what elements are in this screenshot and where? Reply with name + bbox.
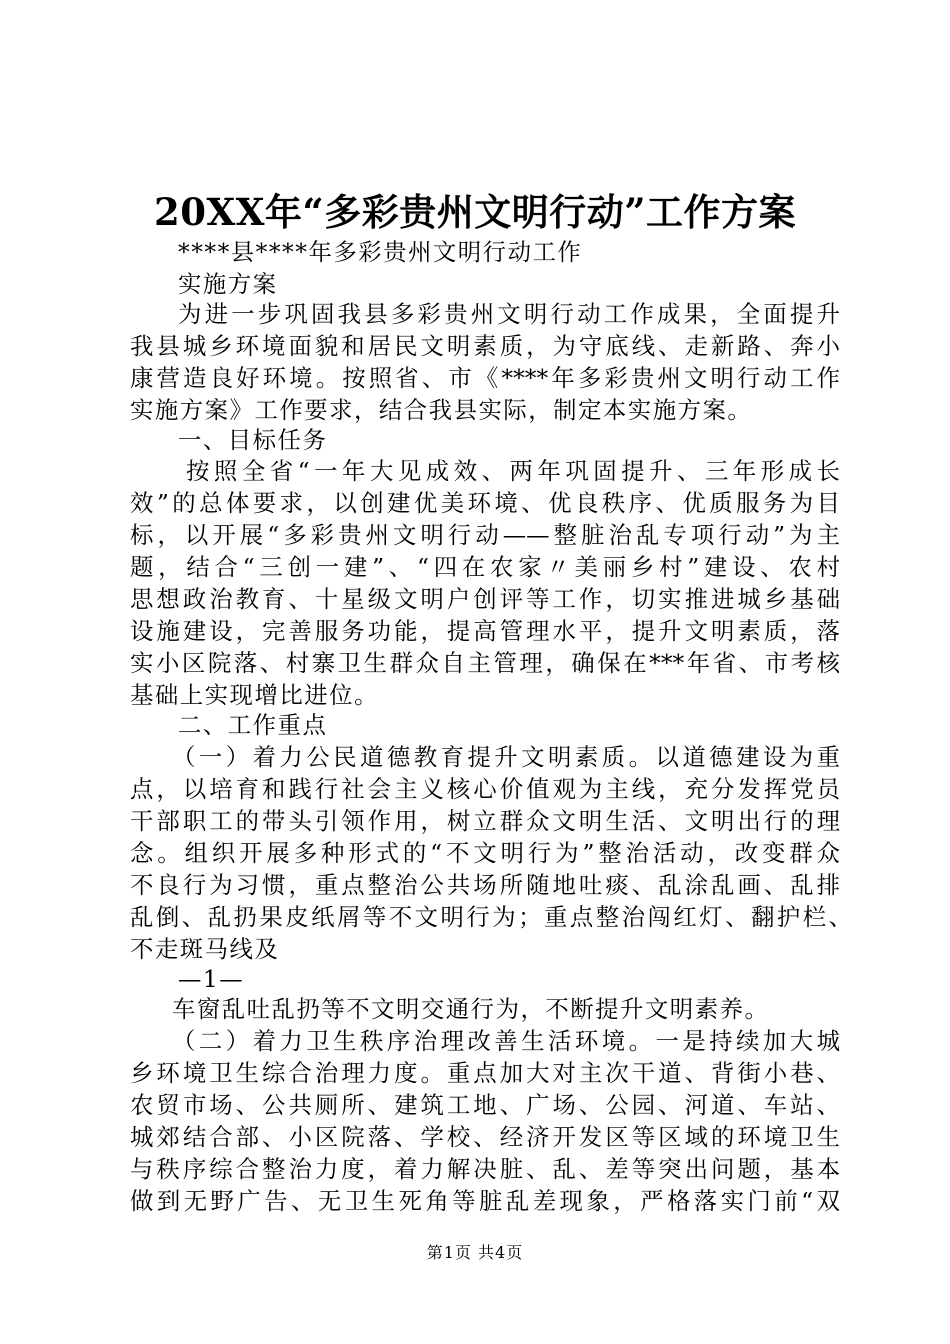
body-line: 为进一步巩固我县多彩贵州文明行动工作成果，全面提升 bbox=[178, 300, 840, 328]
subtitle-line: ****县****年多彩贵州文明行动工作 bbox=[178, 238, 583, 266]
body-line: 干部职工的带头引领作用，树立群众文明生活、文明出行的理 bbox=[130, 807, 840, 835]
body-line: 做到无野广告、无卫生死角等脏乱差现象，严格落实门前“双 bbox=[130, 1187, 840, 1215]
body-line: 实施方案》工作要求，结合我县实际，制定本实施方案。 bbox=[130, 396, 753, 424]
body-line: 乡环境卫生综合治理力度。重点加大对主次干道、背街小巷、 bbox=[130, 1059, 840, 1087]
body-line: 按照全省“一年大见成效、两年巩固提升、三年形成长 bbox=[186, 457, 840, 485]
section-heading: 二、工作重点 bbox=[178, 711, 328, 739]
body-line: 实小区院落、村寨卫生群众自主管理，确保在***年省、市考核 bbox=[130, 649, 840, 677]
body-line: 与秩序综合整治力度，着力解决脏、乱、差等突出问题，基本 bbox=[130, 1155, 840, 1183]
body-line: 效”的总体要求，以创建优美环境、优良秩序、优质服务为目 bbox=[130, 489, 840, 517]
body-line: 设施建设，完善服务功能，提高管理水平，提升文明素质，落 bbox=[130, 617, 840, 645]
body-line: 我县城乡环境面貌和居民文明素质，为守底线、走新路、奔小 bbox=[130, 332, 840, 360]
body-line: 念。组织开展多种形式的“不文明行为”整治活动，改变群众 bbox=[130, 839, 840, 867]
body-line: 农贸市场、公共厕所、建筑工地、广场、公园、河道、车站、 bbox=[130, 1091, 840, 1119]
body-line: 基础上实现增比进位。 bbox=[130, 681, 379, 709]
body-line: 题，结合“三创一建”、“四在农家〃美丽乡村”建设、农村 bbox=[130, 553, 840, 581]
body-line: 城郊结合部、小区院落、学校、经济开发区等区域的环境卫生 bbox=[130, 1123, 840, 1151]
body-line: 思想政治教育、十星级文明户创评等工作，切实推进城乡基础 bbox=[130, 585, 840, 613]
body-line: 康营造良好环境。按照省、市《****年多彩贵州文明行动工作 bbox=[130, 364, 840, 392]
section-heading: 一、目标任务 bbox=[178, 426, 328, 454]
body-line: 乱倒、乱扔果皮纸屑等不文明行为；重点整治闯红灯、翻护栏、 bbox=[130, 903, 852, 931]
body-line: 车窗乱吐乱扔等不文明交通行为，不断提升文明素养。 bbox=[172, 995, 770, 1023]
body-line: 不走斑马线及 bbox=[130, 935, 280, 963]
body-line: 点，以培育和践行社会主义核心价值观为主线，充分发挥党员 bbox=[130, 775, 840, 803]
page-footer: 第1页 共4页 bbox=[426, 1243, 524, 1262]
body-line: 不良行为习惯，重点整治公共场所随地吐痰、乱涂乱画、乱排 bbox=[130, 871, 840, 899]
body-line: 标，以开展“多彩贵州文明行动——整脏治乱专项行动”为主 bbox=[130, 521, 840, 549]
subtitle-line: 实施方案 bbox=[178, 270, 278, 298]
body-line: （二）着力卫生秩序治理改善生活环境。一是持续加大城 bbox=[172, 1027, 840, 1055]
body-line: （一）着力公民道德教育提升文明素质。以道德建设为重 bbox=[172, 743, 840, 771]
document-title: 20XX年“多彩贵州文明行动”工作方案 bbox=[154, 190, 796, 234]
inline-page-marker: —1— bbox=[178, 965, 245, 993]
